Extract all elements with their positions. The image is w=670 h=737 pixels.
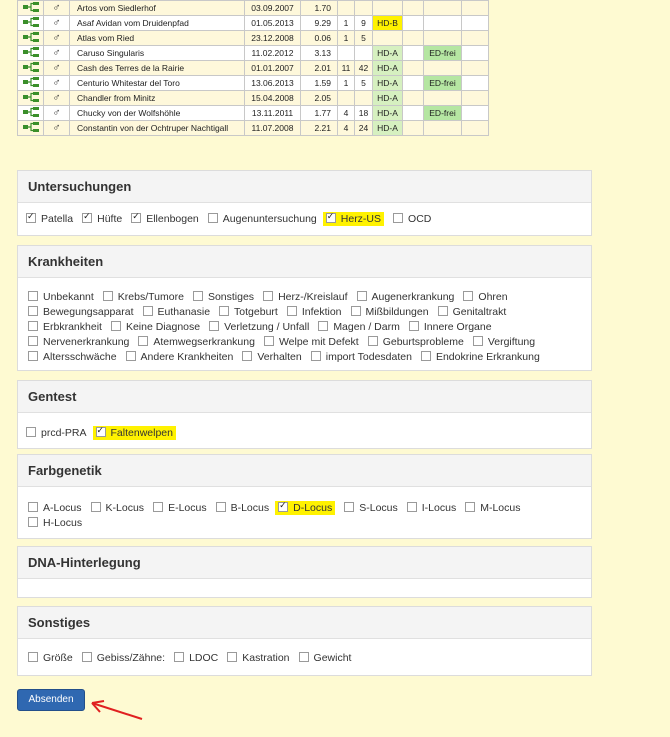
- checkbox[interactable]: [28, 306, 38, 316]
- empty-cell: [462, 61, 489, 76]
- pedigree-icon[interactable]: [18, 106, 44, 121]
- checkbox-option[interactable]: [28, 516, 82, 531]
- male-icon: ♂: [44, 16, 70, 31]
- checkbox-option[interactable]: [28, 320, 102, 335]
- checkbox-option[interactable]: [96, 426, 176, 441]
- highlight-marker: [93, 426, 176, 440]
- checkbox[interactable]: [242, 351, 252, 361]
- checkbox[interactable]: [111, 321, 121, 331]
- birth-date: 13.06.2013: [245, 76, 301, 91]
- pedigree-icon[interactable]: [18, 121, 44, 136]
- panel-title: Krankheiten: [18, 246, 591, 278]
- arrow-icon: [86, 697, 146, 723]
- checkbox-label: Augenerkrankung: [371, 291, 455, 303]
- checkbox-label: Hüfte: [97, 213, 123, 225]
- untersuchungen-panel: [17, 170, 592, 236]
- panel-title: Untersuchungen: [18, 171, 591, 203]
- dog-name[interactable]: Asaf Avidan vom Druidenpfad: [70, 16, 245, 31]
- checkbox-label: Vergiftung: [487, 336, 536, 348]
- checkbox-label: Nervenerkrankung: [43, 336, 130, 348]
- coefficient: 1.59: [301, 76, 338, 91]
- highlight-marker: [275, 501, 335, 515]
- dog-name[interactable]: Constantin von der Ochtruper Nachtigall: [70, 121, 245, 136]
- empty-cell: [403, 61, 424, 76]
- checkbox-option[interactable]: [278, 501, 335, 516]
- count-2: 5: [355, 31, 373, 46]
- checkbox-option[interactable]: [227, 651, 289, 666]
- hd-result: HD-A: [373, 61, 403, 76]
- checkbox-option[interactable]: [409, 320, 492, 335]
- dog-table: [17, 0, 489, 136]
- empty-cell: [462, 46, 489, 61]
- coefficient: 2.21: [301, 121, 338, 136]
- checkbox-label: Sonstiges: [207, 291, 255, 303]
- krankheiten-panel: [17, 245, 592, 371]
- count-2: 9: [355, 16, 373, 31]
- checkbox-label: Patella: [41, 213, 74, 225]
- checkbox-option[interactable]: [28, 305, 134, 320]
- checkbox-label: Geburtsprobleme: [382, 336, 464, 348]
- count-1: 11: [338, 61, 355, 76]
- checkbox-label: LDOC: [189, 652, 219, 664]
- checkbox-label: prcd-PRA: [41, 427, 87, 439]
- checkbox-option[interactable]: [473, 335, 535, 350]
- checkbox[interactable]: [28, 351, 38, 361]
- checkbox-label: Altersschwäche: [43, 351, 117, 363]
- dog-name[interactable]: Atlas vom Ried: [70, 31, 245, 46]
- hd-result: HD-A: [373, 76, 403, 91]
- hd-result: HD-A: [373, 106, 403, 121]
- checkbox-label: Genitaltrakt: [452, 306, 507, 318]
- dog-name[interactable]: Centurio Whitestar del Toro: [70, 76, 245, 91]
- empty-cell: [462, 31, 489, 46]
- checkbox[interactable]: [82, 213, 92, 223]
- birth-date: 23.12.2008: [245, 31, 301, 46]
- checkbox-option[interactable]: [28, 651, 73, 666]
- checkbox[interactable]: [263, 291, 273, 301]
- checkbox-option[interactable]: [216, 501, 270, 516]
- checkbox[interactable]: [26, 213, 36, 223]
- checkbox-option[interactable]: [242, 350, 301, 365]
- checkbox-option[interactable]: [26, 212, 73, 227]
- pedigree-icon[interactable]: [18, 46, 44, 61]
- options: [18, 413, 591, 441]
- options: [18, 487, 591, 531]
- options: [18, 278, 591, 365]
- empty-cell: [403, 16, 424, 31]
- checkbox[interactable]: [227, 652, 237, 662]
- checkbox-label: Gebiss/Zähne:: [96, 652, 166, 664]
- male-icon: ♂: [44, 106, 70, 121]
- dog-name[interactable]: Caruso Singularis: [70, 46, 245, 61]
- empty-cell: [403, 1, 424, 16]
- hd-result: HD-A: [373, 46, 403, 61]
- checkbox-option[interactable]: [351, 305, 429, 320]
- checkbox-option[interactable]: [357, 290, 455, 305]
- checkbox-label: Gewicht: [313, 652, 352, 664]
- checkbox[interactable]: [131, 213, 141, 223]
- hd-result: HD-A: [373, 121, 403, 136]
- checkbox-label: Unbekannt: [43, 291, 94, 303]
- panel-title: DNA-Hinterlegung: [18, 547, 591, 579]
- table-row[interactable]: [18, 46, 489, 61]
- panel-title: Farbgenetik: [18, 455, 591, 487]
- checkbox-label: Infektion: [301, 306, 342, 318]
- count-1: 4: [338, 121, 355, 136]
- coefficient: 2.05: [301, 91, 338, 106]
- checkbox-option[interactable]: [82, 212, 122, 227]
- checkbox-label: Krebs/Tumore: [117, 291, 184, 303]
- checkbox-option[interactable]: [153, 501, 207, 516]
- checkbox[interactable]: [409, 321, 419, 331]
- coefficient: 3.13: [301, 46, 338, 61]
- empty-cell: [403, 106, 424, 121]
- checkbox[interactable]: [103, 291, 113, 301]
- checkbox[interactable]: [126, 351, 136, 361]
- checkbox-label: Atemwegserkrankung: [153, 336, 255, 348]
- checkbox-option[interactable]: [209, 320, 309, 335]
- empty-cell: [403, 76, 424, 91]
- birth-date: 11.02.2012: [245, 46, 301, 61]
- coefficient: 9.29: [301, 16, 338, 31]
- checkbox-option[interactable]: [263, 290, 347, 305]
- checkbox-option[interactable]: [368, 335, 464, 350]
- checkbox[interactable]: [264, 336, 274, 346]
- count-1: 4: [338, 106, 355, 121]
- male-icon: ♂: [44, 31, 70, 46]
- birth-date: 01.05.2013: [245, 16, 301, 31]
- checkbox-option[interactable]: [28, 290, 94, 305]
- options: [18, 203, 591, 227]
- empty-cell: [403, 91, 424, 106]
- checkbox-label: Mißbildungen: [365, 306, 429, 318]
- ed-result: [424, 121, 462, 136]
- sonstiges-panel: [17, 606, 592, 676]
- count-2: 42: [355, 61, 373, 76]
- table-row[interactable]: [18, 91, 489, 106]
- farbgenetik-panel: [17, 454, 592, 539]
- coefficient: 0.06: [301, 31, 338, 46]
- checkbox[interactable]: [463, 291, 473, 301]
- checkbox[interactable]: [28, 321, 38, 331]
- coefficient: 2.01: [301, 61, 338, 76]
- count-2: [355, 91, 373, 106]
- count-2: [355, 46, 373, 61]
- checkbox-option[interactable]: [344, 501, 398, 516]
- checkbox-label: Erbkrankheit: [43, 321, 102, 333]
- checkbox[interactable]: [193, 291, 203, 301]
- checkbox[interactable]: [326, 213, 336, 223]
- checkbox[interactable]: [28, 652, 38, 662]
- ed-result: ED-frei: [424, 106, 462, 121]
- checkbox-label: Herz-/Kreislauf: [278, 291, 348, 303]
- checkbox-option[interactable]: [138, 335, 255, 350]
- checkbox-option[interactable]: [28, 335, 129, 350]
- checkbox[interactable]: [465, 502, 475, 512]
- checkbox[interactable]: [421, 351, 431, 361]
- checkbox-option[interactable]: [393, 212, 431, 227]
- pedigree-icon[interactable]: [18, 31, 44, 46]
- checkbox-label: Kastration: [242, 652, 290, 664]
- checkbox[interactable]: [143, 306, 153, 316]
- checkbox-label: I-Locus: [421, 502, 457, 514]
- count-2: 24: [355, 121, 373, 136]
- table-row[interactable]: [18, 106, 489, 121]
- checkbox-label: Welpe mit Defekt: [278, 336, 359, 348]
- male-icon: ♂: [44, 121, 70, 136]
- checkbox[interactable]: [208, 213, 218, 223]
- checkbox-label: Keine Diagnose: [125, 321, 201, 333]
- checkbox[interactable]: [26, 427, 36, 437]
- checkbox-label: A-Locus: [43, 502, 82, 514]
- checkbox-label: Andere Krankheiten: [140, 351, 234, 363]
- highlight-marker: [323, 212, 384, 226]
- checkbox[interactable]: [278, 502, 288, 512]
- checkbox-label: Euthanasie: [157, 306, 211, 318]
- checkbox[interactable]: [209, 321, 219, 331]
- table-row[interactable]: [18, 1, 489, 16]
- checkbox[interactable]: [407, 502, 417, 512]
- checkbox-label: Bewegungsapparat: [43, 306, 134, 318]
- checkbox-label: Größe: [43, 652, 73, 664]
- checkbox-option[interactable]: [26, 426, 87, 441]
- ed-result: [424, 31, 462, 46]
- checkbox-label: Faltenwelpen: [110, 427, 173, 439]
- checkbox-option[interactable]: [463, 290, 507, 305]
- checkbox-option[interactable]: [287, 305, 342, 320]
- checkbox[interactable]: [82, 652, 92, 662]
- checkbox-option[interactable]: [82, 651, 165, 666]
- checkbox-label: OCD: [408, 213, 432, 225]
- options: [18, 639, 591, 666]
- dog-name[interactable]: Chandler from Minitz: [70, 91, 245, 106]
- empty-cell: [403, 121, 424, 136]
- panel-title: Gentest: [18, 381, 591, 413]
- male-icon: ♂: [44, 76, 70, 91]
- empty-cell: [462, 121, 489, 136]
- count-2: 18: [355, 106, 373, 121]
- checkbox-option[interactable]: [326, 212, 384, 227]
- table-row[interactable]: [18, 121, 489, 136]
- ed-result: [424, 91, 462, 106]
- count-1: [338, 46, 355, 61]
- checkbox-label: B-Locus: [230, 502, 270, 514]
- checkbox[interactable]: [153, 502, 163, 512]
- hd-result: [373, 31, 403, 46]
- checkbox[interactable]: [311, 351, 321, 361]
- checkbox-option[interactable]: [465, 501, 520, 516]
- checkbox-option[interactable]: [421, 350, 540, 365]
- dna-panel: [17, 546, 592, 598]
- ed-result: [424, 61, 462, 76]
- ed-result: ED-frei: [424, 46, 462, 61]
- hd-result: HD-B: [373, 16, 403, 31]
- submit-button[interactable]: Absenden: [17, 689, 85, 711]
- checkbox-option[interactable]: [208, 212, 317, 227]
- male-icon: ♂: [44, 1, 70, 16]
- checkbox-option[interactable]: [193, 290, 254, 305]
- table-row[interactable]: [18, 16, 489, 31]
- checkbox-label: Ohren: [478, 291, 508, 303]
- empty-cell: [462, 106, 489, 121]
- birth-date: 11.07.2008: [245, 121, 301, 136]
- checkbox-option[interactable]: [28, 350, 117, 365]
- male-icon: ♂: [44, 91, 70, 106]
- coefficient: 1.77: [301, 106, 338, 121]
- gentest-panel: [17, 380, 592, 449]
- checkbox-label: Verhalten: [257, 351, 302, 363]
- checkbox-option[interactable]: [28, 501, 82, 516]
- checkbox-label: Ellenbogen: [146, 213, 199, 225]
- dog-name[interactable]: Artos vom Siedlerhof: [70, 1, 245, 16]
- checkbox-option[interactable]: [311, 350, 412, 365]
- checkbox-option[interactable]: [103, 290, 184, 305]
- ed-result: [424, 1, 462, 16]
- checkbox[interactable]: [28, 502, 38, 512]
- checkbox[interactable]: [174, 652, 184, 662]
- checkbox-option[interactable]: [174, 651, 218, 666]
- empty-cell: [462, 91, 489, 106]
- checkbox-option[interactable]: [438, 305, 507, 320]
- checkbox[interactable]: [344, 502, 354, 512]
- checkbox-option[interactable]: [407, 501, 456, 516]
- empty-cell: [403, 31, 424, 46]
- coefficient: 1.70: [301, 1, 338, 16]
- hd-result: [373, 1, 403, 16]
- checkbox[interactable]: [219, 306, 229, 316]
- checkbox-option[interactable]: [91, 501, 145, 516]
- birth-date: 13.11.2011: [245, 106, 301, 121]
- checkbox-label: D-Locus: [293, 502, 333, 514]
- checkbox[interactable]: [91, 502, 101, 512]
- checkbox-label: Augenuntersuchung: [222, 213, 317, 225]
- checkbox-label: K-Locus: [105, 502, 145, 514]
- checkbox-option[interactable]: [131, 212, 199, 227]
- pedigree-icon[interactable]: [18, 76, 44, 91]
- count-1: 1: [338, 76, 355, 91]
- empty-cell: [462, 16, 489, 31]
- checkbox[interactable]: [299, 652, 309, 662]
- checkbox[interactable]: [138, 336, 148, 346]
- count-1: 1: [338, 16, 355, 31]
- checkbox-label: Innere Organe: [423, 321, 492, 333]
- checkbox[interactable]: [216, 502, 226, 512]
- empty-cell: [462, 76, 489, 91]
- checkbox-label: Verletzung / Unfall: [224, 321, 310, 333]
- table-row[interactable]: [18, 61, 489, 76]
- count-2: [355, 1, 373, 16]
- checkbox-label: S-Locus: [359, 502, 398, 514]
- checkbox[interactable]: [318, 321, 328, 331]
- checkbox[interactable]: [28, 517, 38, 527]
- checkbox[interactable]: [96, 427, 106, 437]
- checkbox-label: Magen / Darm: [333, 321, 400, 333]
- checkbox[interactable]: [28, 336, 38, 346]
- checkbox-label: E-Locus: [168, 502, 207, 514]
- checkbox[interactable]: [357, 291, 367, 301]
- checkbox-option[interactable]: [111, 320, 200, 335]
- dog-name[interactable]: Chucky von der Wolfshöhle: [70, 106, 245, 121]
- checkbox-label: Herz-US: [340, 213, 382, 225]
- checkbox[interactable]: [393, 213, 403, 223]
- ed-result: [424, 16, 462, 31]
- checkbox[interactable]: [28, 291, 38, 301]
- checkbox[interactable]: [473, 336, 483, 346]
- checkbox-option[interactable]: [126, 350, 234, 365]
- empty-cell: [403, 46, 424, 61]
- panel-title: Sonstiges: [18, 607, 591, 639]
- birth-date: 01.01.2007: [245, 61, 301, 76]
- checkbox-option[interactable]: [264, 335, 359, 350]
- checkbox[interactable]: [351, 306, 361, 316]
- birth-date: 03.09.2007: [245, 1, 301, 16]
- male-icon: ♂: [44, 61, 70, 76]
- count-1: [338, 1, 355, 16]
- pedigree-icon[interactable]: [18, 61, 44, 76]
- pedigree-icon[interactable]: [18, 1, 44, 16]
- count-2: 5: [355, 76, 373, 91]
- birth-date: 15.04.2008: [245, 91, 301, 106]
- pedigree-icon[interactable]: [18, 91, 44, 106]
- checkbox-label: M-Locus: [480, 502, 521, 514]
- checkbox-option[interactable]: [299, 651, 352, 666]
- checkbox[interactable]: [438, 306, 448, 316]
- checkbox-label: Endokrine Erkrankung: [435, 351, 540, 363]
- empty-cell: [462, 1, 489, 16]
- table-row[interactable]: [18, 76, 489, 91]
- dog-name[interactable]: Cash des Terres de la Rairie: [70, 61, 245, 76]
- checkbox-option[interactable]: [143, 305, 211, 320]
- checkbox-label: H-Locus: [43, 517, 83, 529]
- pedigree-icon[interactable]: [18, 16, 44, 31]
- checkbox[interactable]: [287, 306, 297, 316]
- table-row[interactable]: [18, 31, 489, 46]
- count-1: 1: [338, 31, 355, 46]
- checkbox-option[interactable]: [318, 320, 400, 335]
- checkbox-label: import Todesdaten: [325, 351, 412, 363]
- count-1: [338, 91, 355, 106]
- checkbox[interactable]: [368, 336, 378, 346]
- male-icon: ♂: [44, 46, 70, 61]
- checkbox-option[interactable]: [219, 305, 278, 320]
- hd-result: HD-A: [373, 91, 403, 106]
- ed-result: ED-frei: [424, 76, 462, 91]
- checkbox-label: Totgeburt: [234, 306, 278, 318]
